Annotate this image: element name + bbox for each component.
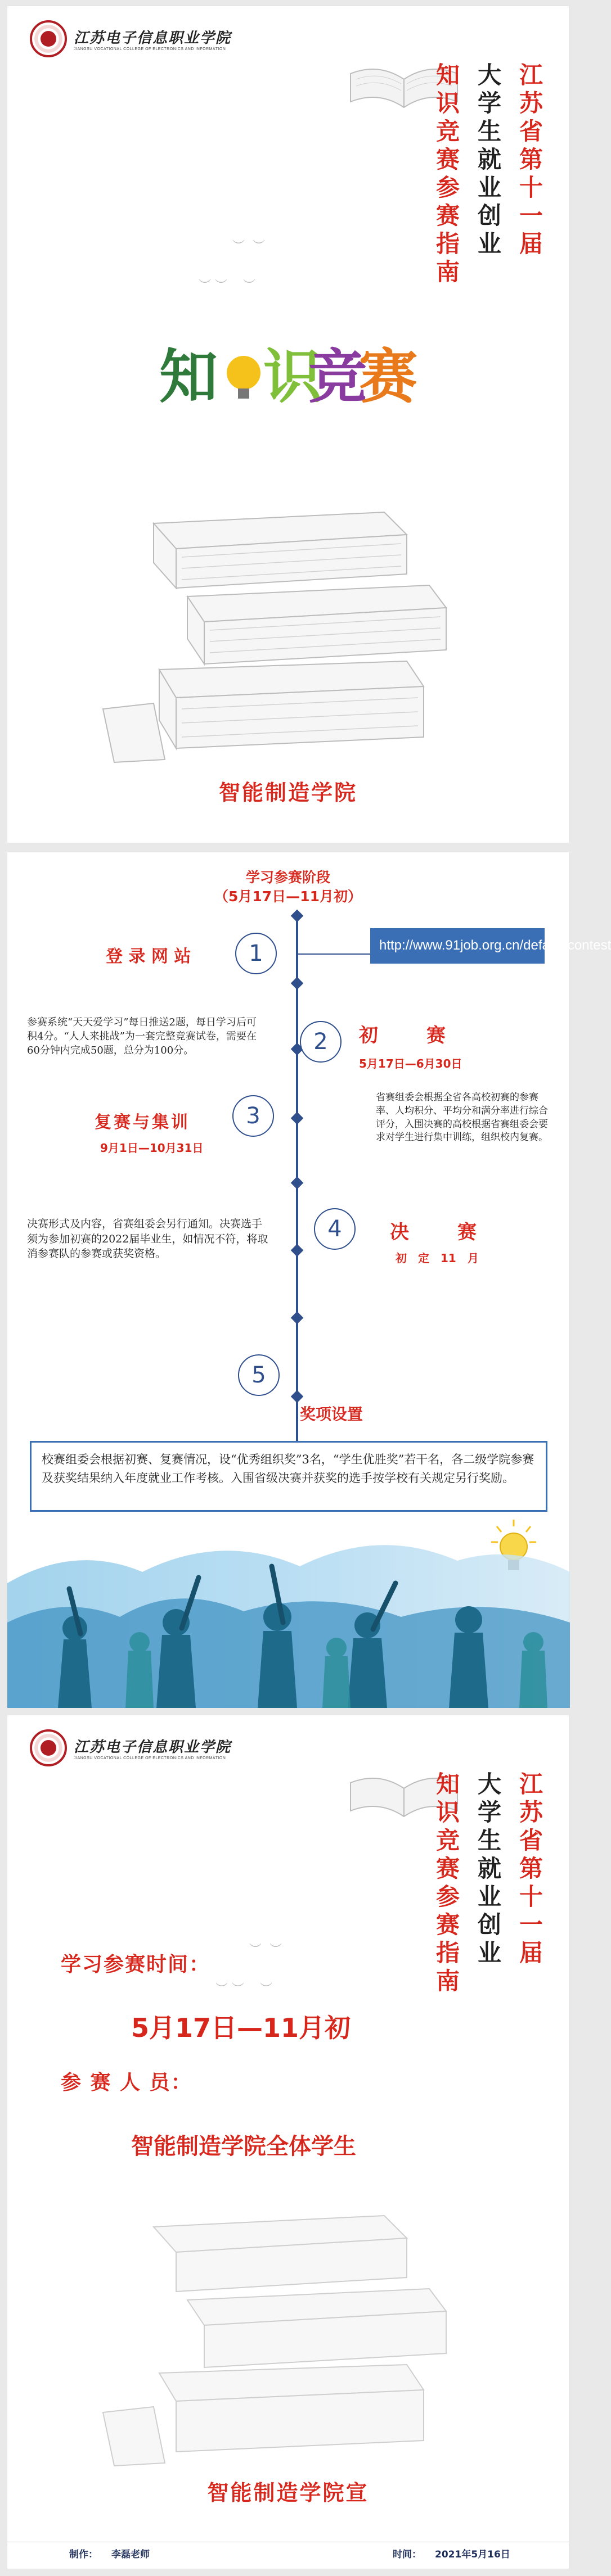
birds-decoration: ︶ ︶ ︶ — [199, 279, 255, 293]
date-label: 时间： — [393, 2549, 421, 2560]
timeline-node — [291, 1112, 304, 1125]
birds-decoration: ︶ ︶ — [232, 239, 265, 254]
connector-line — [297, 953, 370, 955]
notice-page — [7, 1715, 569, 2569]
svg-text:知: 知 — [159, 342, 218, 411]
step-3-date: 9月1日—10月31日 — [100, 1141, 204, 1155]
cover-title-line-2: 大学生就业创业 — [474, 62, 502, 259]
participants-value: 智能制造学院全体学生 — [131, 2134, 356, 2159]
school-logo — [30, 20, 231, 57]
step-2-date: 5月17日—6月30日 — [359, 1057, 462, 1070]
birds-decoration: ︶ ︶ ︶ — [215, 1982, 272, 1996]
school-seal-icon — [30, 20, 67, 57]
step-4-label: 决 赛 — [390, 1221, 480, 1244]
cover-page — [7, 6, 569, 843]
timeline-node — [291, 910, 304, 923]
school-name: 江苏电子信息职业学院 — [74, 30, 232, 47]
step-4-circle: 4 — [314, 1208, 356, 1250]
cover-college-name: 智能制造学院 — [218, 780, 357, 805]
signoff: 智能制造学院宣 — [207, 2480, 369, 2505]
school-name-en: JIANGSU VOCATIONAL COLLEGE OF ELECTRONICS AND INFORMATION — [74, 47, 226, 51]
svg-text:赛: 赛 — [359, 342, 418, 411]
notice-title — [429, 1771, 546, 2165]
timeline-node — [291, 1244, 304, 1257]
notice-title-line-3: 知识竞赛参赛指南 — [433, 1771, 460, 1996]
book-stack-illustration — [92, 501, 497, 765]
cover-title-line-3: 知识竞赛参赛指南 — [433, 62, 460, 287]
step-5-label: 奖项设置 — [300, 1405, 363, 1423]
notice-title-line-2: 大学生就业创业 — [474, 1771, 502, 1968]
cover-title-line-1: 江苏省第十一届 — [516, 62, 543, 259]
date-value: 2021年5月16日 — [435, 2549, 510, 2560]
cover-title — [429, 62, 546, 456]
step-3-circle: 3 — [232, 1095, 274, 1137]
step-1-circle: 1 — [235, 933, 277, 974]
timeline-node — [291, 1312, 304, 1325]
final-description: 决赛形式及内容，省赛组委会另行通知。决赛选手须为参加初赛的2022届毕业生，如情况不符，将取消参赛队的参赛或获奖资格。 — [27, 1218, 268, 1260]
schedule-title — [7, 868, 569, 906]
contest-url-link[interactable]: http://www.91job.org.cn/default/contest — [370, 928, 545, 964]
semifinal-description: 省赛组委会根据全省各高校初赛的参赛率、人均积分、平均分和满分率进行综合评分，入围决赛的高校根据省赛组委会要求对学生进行集中训练，组织校内复赛。 — [376, 1092, 548, 1144]
maker-name: 李磊老师 — [111, 2549, 150, 2560]
maker-label: 制作： — [69, 2549, 98, 2560]
schedule-title-line-1: 学习参赛阶段 — [245, 869, 330, 885]
knowledge-contest-logo — [159, 338, 418, 411]
timeline-node — [291, 1390, 304, 1403]
study-time-label: 学习参赛时间： — [61, 1953, 211, 1976]
school-seal-icon — [30, 1729, 67, 1766]
prelim-description: 参赛系统“天天爱学习”每日推送2题，每日学习后可积4分。“人人来挑战”为一套完整竞赛试卷，需要在60分钟内完成50题，总分为100分。 — [27, 1016, 257, 1057]
step-3-label: 复赛与集训 — [95, 1113, 190, 1132]
school-name: 江苏电子信息职业学院 — [74, 1739, 232, 1756]
timeline-node — [291, 977, 304, 990]
schedule-page — [7, 852, 611, 1707]
schedule-title-line-2: （5月17日—11月初） — [214, 888, 362, 905]
step-4-date: 初 定 11 月 — [396, 1251, 479, 1265]
book-stack-illustration — [92, 2204, 497, 2469]
timeline-node — [291, 1177, 304, 1190]
participants-label: 参 赛 人 员： — [61, 2071, 192, 2094]
step-2-label: 初 赛 — [359, 1024, 449, 1047]
award-description: 校赛组委会根据初赛、复赛情况，设“优秀组织奖”3名，“学生优胜奖”若干名，各二级学院参赛及获奖结果纳入年度就业工作考核。入围省级决赛并获奖的选手按学校有关规定另行奖励。 — [30, 1441, 547, 1512]
notice-title-line-1: 江苏省第十一届 — [516, 1771, 543, 1968]
school-logo — [30, 1729, 231, 1766]
svg-text:竞: 竞 — [308, 342, 367, 411]
crowd-silhouette-illustration — [7, 1482, 570, 1708]
study-time-value: 5月17日—11月初 — [131, 2013, 351, 2043]
birds-decoration: ︶ ︶ — [249, 1943, 282, 1957]
svg-text:识: 识 — [263, 342, 322, 411]
step-2-circle: 2 — [300, 1021, 342, 1063]
step-5-circle: 5 — [238, 1354, 280, 1396]
step-1-label: 登 录 网 站 — [106, 947, 191, 966]
school-name-en: JIANGSU VOCATIONAL COLLEGE OF ELECTRONICS AND INFORMATION — [74, 1756, 226, 1760]
